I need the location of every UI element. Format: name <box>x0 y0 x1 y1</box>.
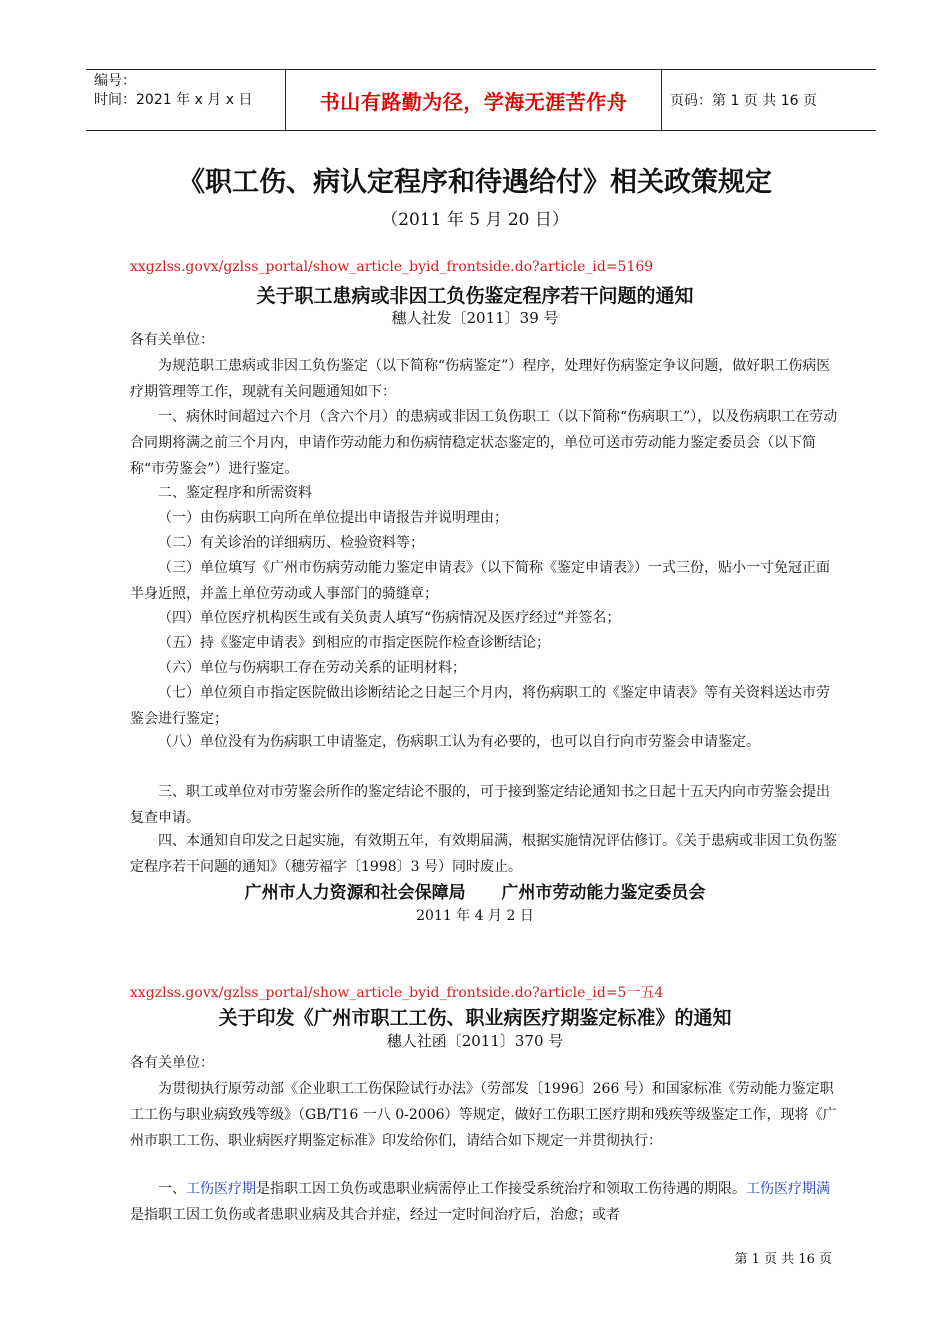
notice1-paragraph: （二）有关诊治的详细病历、检验资料等； <box>158 535 424 551</box>
text-span: 一、 <box>158 1181 186 1197</box>
notice1-doc-number: 穗人社发〔2011〕39 号 <box>391 309 559 327</box>
notice2-title: 关于印发《广州市职工工伤、职业病医疗期鉴定标准》的通知 <box>218 1007 732 1029</box>
notice1-paragraph: 三、职工或单位对市劳鉴会所作的鉴定结论不服的，可于接到鉴定结论通知书之日起十五天内向市劳鉴会提出复查申请。 <box>130 784 830 826</box>
document-title: 《职工伤、病认定程序和待遇给付》相关政策规定 <box>178 167 772 198</box>
notice1-salutation: 各有关单位： <box>130 332 214 348</box>
text-span: 是指职工因工负伤或患职业病需停止工作接受系统治疗和领取工伤待遇的期限。 <box>256 1181 746 1197</box>
document-date: （2011 年 5 月 20 日） <box>381 210 569 230</box>
notice1-paragraph: 一、病休时间超过六个月（含六个月）的患病或非因工负伤职工（以下简称“伤病职工”），以及伤病职工在劳动合同期将满之前三个月内，申请作劳动能力和伤病情稳定状态鉴定的，单位可送市劳动能力鉴定委员会（以下简称“市劳鉴会”）进行鉴定。 <box>130 409 838 477</box>
notice1-paragraph: 四、本通知自印发之日起实施，有效期五年，有效期届满，根据实施情况评估修订。《关于患病或非因工负伤鉴定程序若干问题的通知》（穗劳福字〔1998〕3 号）同时废止。 <box>130 833 837 875</box>
notice1-paragraph: （五）持《鉴定申请表》到相应的市指定医院作检查诊断结论； <box>158 635 550 651</box>
notice1-sign-date: 2011 年 4 月 2 日 <box>416 908 534 924</box>
notice1-paragraph: （一）由伤病职工向所在单位提出申请报告并说明理由； <box>158 510 508 526</box>
notice2-paragraph <box>130 1176 840 1228</box>
notice1-signers <box>0 878 950 903</box>
notice2-paragraph: 为贯彻执行原劳动部《企业职工工伤保险试行办法》（劳部发〔1996〕266 号）和国家标准《劳动能力鉴定职工工伤与职业病致残等级》（GB/T16 一八 0-2006）等规定，做好工伤职工医疗期和残疾等级鉴定工作，现将《广州市职工工伤、职业病医疗期鉴定标准》印发给你们，请结合如下规定一并贯彻执行： <box>130 1081 837 1149</box>
notice1-paragraph: （七）单位须自市指定医院做出诊断结论之日起三个月内，将伤病职工的《鉴定申请表》等有关资料送达市劳鉴会进行鉴定； <box>130 685 830 727</box>
signer-committee: 广州市劳动能力鉴定委员会 <box>501 883 706 903</box>
notice1-paragraph: （四）单位医疗机构医生或有关负责人填写“伤病情况及医疗经过”并签名； <box>158 610 621 626</box>
time-label: 时间：2021 年 x 月 x 日 <box>94 92 253 108</box>
header-page-info: 页码：第 1 页 共 16 页 <box>670 93 817 109</box>
text-span: 是指职工因工负伤或者患职业病及其合并症，经过一定时间治疗后，治愈；或者 <box>130 1207 620 1223</box>
notice1-paragraph: （三）单位填写《广州市伤病劳动能力鉴定申请表》（以下简称《鉴定申请表》）一式三份，贴小一寸免冠正面半身近照，并盖上单位劳动或人事部门的骑缝章； <box>130 560 830 602</box>
notice2-salutation: 各有关单位： <box>130 1055 214 1071</box>
header-meta <box>86 70 286 130</box>
notice1-url[interactable]: xxgzlss.govx/gzlss_portal/show_article_byid_frontside.do?article_id=5169 <box>130 259 654 275</box>
number-label: 编号： <box>94 73 136 89</box>
page-footer: 第 1 页 共 16 页 <box>734 1252 832 1267</box>
term-medical-period-expired: 工伤医疗期满 <box>746 1181 830 1197</box>
header-motto: 书山有路勤为径，学海无涯苦作舟 <box>286 70 662 130</box>
notice1-title: 关于职工患病或非因工负伤鉴定程序若干问题的通知 <box>256 285 694 307</box>
notice1-paragraph: （八）单位没有为伤病职工申请鉴定，伤病职工认为有必要的，也可以自行向市劳鉴会申请鉴定。 <box>158 734 760 750</box>
header-table <box>86 69 876 131</box>
term-injury-medical-period: 工伤医疗期 <box>186 1181 256 1197</box>
notice1-paragraph: 为规范职工患病或非因工负伤鉴定（以下简称“伤病鉴定”）程序，处理好伤病鉴定争议问题，做好职工伤病医疗期管理等工作，现就有关问题通知如下： <box>130 358 831 400</box>
notice2-doc-number: 穗人社函〔2011〕370 号 <box>386 1032 564 1050</box>
signer-bureau: 广州市人力资源和社会保障局 <box>244 883 466 903</box>
notice1-paragraph: （六）单位与伤病职工存在劳动关系的证明材料； <box>158 660 466 676</box>
notice1-paragraph: 二、鉴定程序和所需资料 <box>158 485 312 501</box>
notice2-url[interactable]: xxgzlss.govx/gzlss_portal/show_article_byid_frontside.do?article_id=5一五4 <box>130 985 664 1001</box>
